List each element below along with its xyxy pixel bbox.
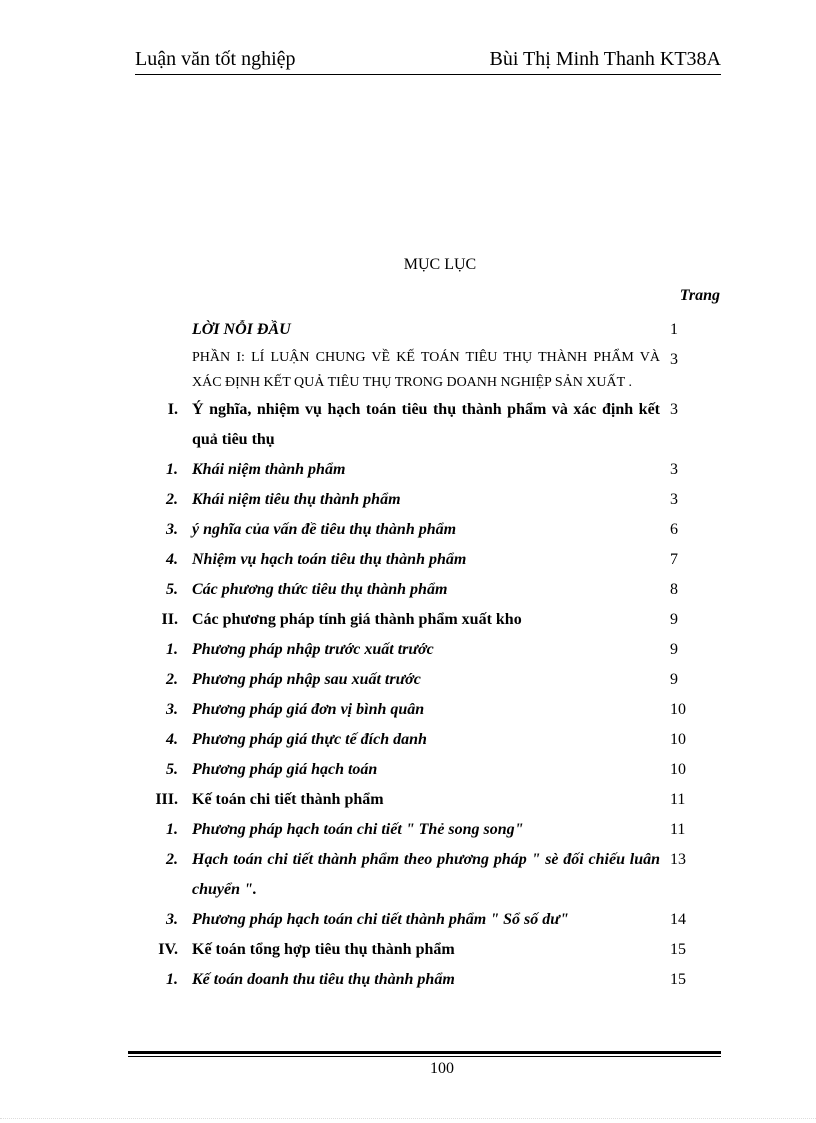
toc-entry-text: Phương pháp giá thực tế đích danh — [192, 731, 427, 748]
toc-entry-number: 2. — [166, 851, 178, 868]
toc-entry-number: 4. — [166, 731, 178, 748]
page-number: 100 — [430, 1060, 454, 1077]
toc-item — [130, 695, 710, 725]
toc-entry-text: Hạch toán chi tiết thành phẩm theo phương pháp " sè đối chiếu luân chuyển ". — [192, 851, 660, 898]
toc-entry-number: 5. — [166, 581, 178, 598]
toc-entry-text: LỜI NỖI ĐẦU — [192, 321, 291, 338]
toc-entry-number: III. — [155, 791, 178, 808]
page-title: MỤC LỤC — [403, 256, 477, 273]
toc-entry-number: 2. — [166, 671, 178, 688]
toc-entry-number: 3. — [166, 521, 178, 538]
toc-item — [130, 965, 710, 995]
toc-entry-number: 3. — [166, 701, 178, 718]
toc-item — [130, 455, 710, 485]
header-right: Bùi Thị Minh Thanh KT38A — [489, 48, 721, 70]
toc-entry-number: 1. — [166, 821, 178, 838]
toc-entry-page: 11 — [670, 791, 686, 808]
header-left: Luận văn tốt nghiệp — [135, 48, 296, 70]
table-of-contents — [130, 315, 710, 995]
toc-entry-page: 9 — [670, 641, 678, 658]
toc-entry-number: 1. — [166, 971, 178, 988]
toc-entry-page: 1 — [670, 321, 678, 338]
toc-item — [130, 665, 710, 695]
toc-section-i — [130, 395, 710, 455]
toc-entry-page: 10 — [670, 761, 686, 778]
toc-entry-page: 3 — [670, 401, 678, 418]
toc-item — [130, 515, 710, 545]
toc-entry-text: Các phương thức tiêu thụ thành phẩm — [192, 581, 448, 598]
toc-section-iii — [130, 785, 710, 815]
toc-entry-page: 3 — [670, 491, 678, 508]
toc-item — [130, 635, 710, 665]
toc-entry-page: 8 — [670, 581, 678, 598]
toc-entry-page: 7 — [670, 551, 678, 568]
toc-entry-text: PHẦN I: LÍ LUẬN CHUNG VỀ KẾ TOÁN TIÊU THỤ THÀNH PHẨM VÀ XÁC ĐỊNH KẾT QUẢ TIÊU THỤ TRONG DOANH NGHIỆP SẢN XUẤT . — [192, 350, 660, 390]
toc-entry-page: 3 — [670, 351, 678, 368]
toc-entry-page: 10 — [670, 731, 686, 748]
toc-entry-text: Nhiệm vụ hạch toán tiêu thụ thành phẩm — [192, 551, 467, 568]
toc-item — [130, 575, 710, 605]
toc-entry-text: Phương pháp nhập sau xuất trước — [192, 671, 421, 688]
footer-rule-thin — [128, 1056, 721, 1057]
toc-entry-number: I. — [167, 401, 178, 418]
toc-entry-page: 9 — [670, 671, 678, 688]
toc-section-iv — [130, 935, 710, 965]
toc-entry-page: 11 — [670, 821, 686, 838]
toc-entry-text: Phương pháp giá đơn vị bình quân — [192, 701, 425, 718]
toc-entry-text: Các phương pháp tính giá thành phẩm xuất kho — [192, 611, 522, 628]
toc-entry-number: 4. — [166, 551, 178, 568]
footer-rule-thick — [128, 1051, 721, 1054]
toc-entry-page: 14 — [670, 911, 686, 928]
toc-entry-number: 3. — [166, 911, 178, 928]
toc-entry-text: Phương pháp nhập trước xuất trước — [192, 641, 434, 658]
toc-item — [130, 755, 710, 785]
page-column-label: Trang — [679, 287, 720, 304]
toc-item — [130, 815, 710, 845]
toc-entry-page: 6 — [670, 521, 678, 538]
toc-entry-number: 1. — [166, 461, 178, 478]
toc-entry-phan-1 — [130, 345, 710, 395]
toc-entry-text: Ý nghĩa, nhiệm vụ hạch toán tiêu thụ thành phẩm và xác định kết quả tiêu thụ — [192, 401, 660, 448]
toc-entry-number: II. — [161, 611, 178, 628]
toc-entry-text: Kế toán tổng hợp tiêu thụ thành phẩm — [192, 941, 455, 958]
toc-item — [130, 905, 710, 935]
toc-entry-page: 13 — [670, 851, 686, 868]
toc-entry-text: Kế toán chi tiết thành phẩm — [192, 791, 384, 808]
toc-entry-page: 9 — [670, 611, 678, 628]
toc-entry-text: Khái niệm thành phẩm — [192, 461, 346, 478]
toc-entry-text: ý nghĩa của vấn đề tiêu thụ thành phẩm — [192, 521, 457, 538]
toc-entry-number: 1. — [166, 641, 178, 658]
toc-entry-text: Phương pháp hạch toán chi tiết " Thẻ song song" — [192, 821, 524, 838]
toc-entry-number: 5. — [166, 761, 178, 778]
toc-entry-text: Kế toán doanh thu tiêu thụ thành phẩm — [192, 971, 455, 988]
toc-item — [130, 545, 710, 575]
toc-entry-number: 2. — [166, 491, 178, 508]
page-edge-divider — [0, 1118, 816, 1119]
toc-item — [130, 845, 710, 905]
toc-entry-text: Phương pháp hạch toán chi tiết thành phẩm " Sổ số dư" — [192, 911, 569, 928]
toc-item — [130, 725, 710, 755]
toc-entry-page: 10 — [670, 701, 686, 718]
toc-entry-loi-noi-dau — [130, 315, 710, 345]
toc-entry-page: 3 — [670, 461, 678, 478]
page-header — [135, 48, 721, 75]
toc-entry-page: 15 — [670, 941, 686, 958]
toc-entry-page: 15 — [670, 971, 686, 988]
toc-entry-text: Phương pháp giá hạch toán — [192, 761, 378, 778]
toc-entry-text: Khái niệm tiêu thụ thành phẩm — [192, 491, 401, 508]
toc-item — [130, 485, 710, 515]
toc-section-ii — [130, 605, 710, 635]
toc-entry-number: IV. — [158, 941, 178, 958]
